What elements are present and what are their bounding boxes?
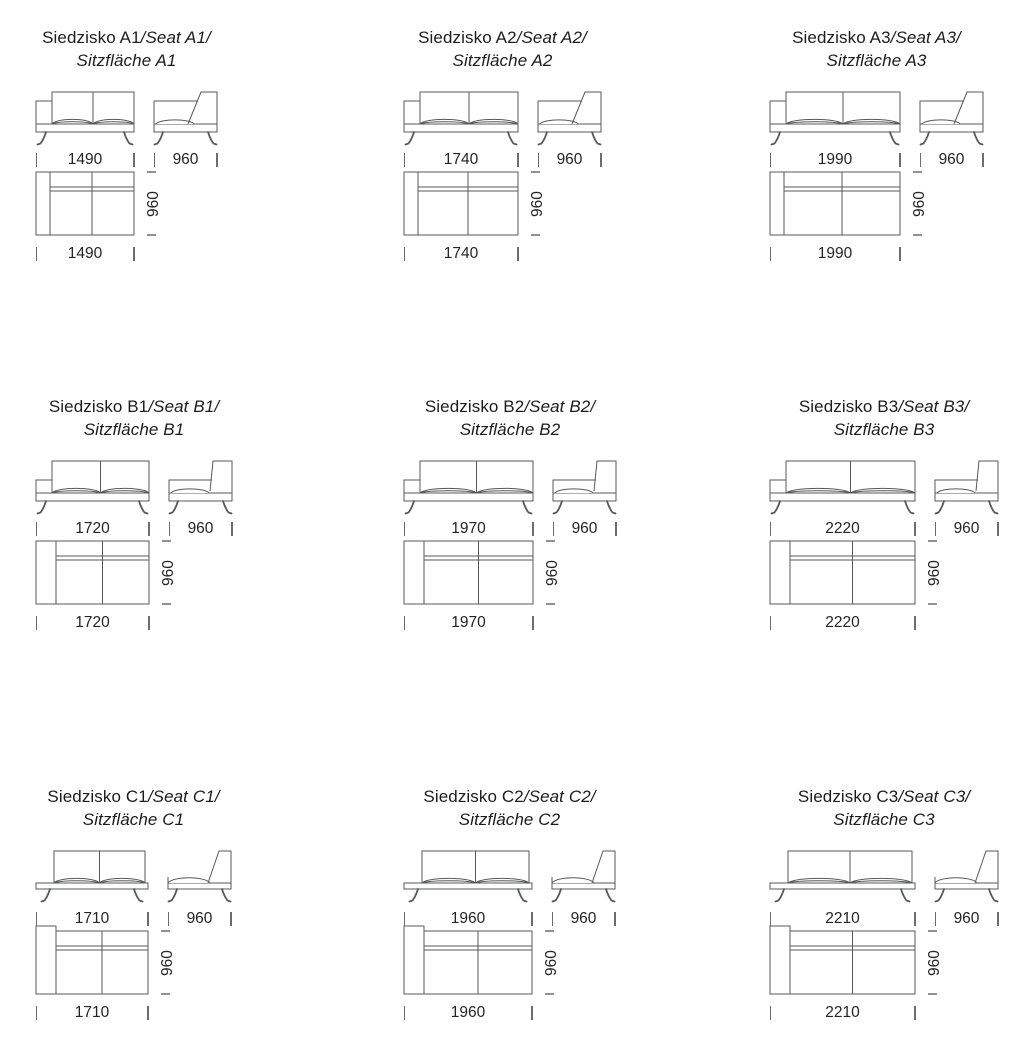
title-english: /Seat B3/ xyxy=(898,397,970,416)
module-title-line1 xyxy=(770,395,998,418)
plan-depth-dimension xyxy=(158,541,180,604)
front-width-dimension-value: 1970 xyxy=(451,520,486,537)
dim-tick-right xyxy=(216,153,217,167)
module-title-line1 xyxy=(404,26,601,49)
title-english: /Seat A1/ xyxy=(140,28,211,47)
title-polish: Siedzisko C1 xyxy=(47,787,148,806)
dim-tick-right xyxy=(148,522,149,536)
side-depth-dimension-value: 960 xyxy=(186,910,213,927)
plan-width-dimension xyxy=(770,244,900,264)
dim-tick-right xyxy=(914,1006,915,1020)
front-view-drawing xyxy=(770,461,915,517)
plan-depth-value: 960 xyxy=(926,949,943,976)
top-view-drawing xyxy=(36,166,134,238)
side-depth-dimension xyxy=(553,519,616,539)
plan-depth-dimension xyxy=(541,931,563,994)
side-depth-dimension xyxy=(935,519,998,539)
title-polish: Siedzisko A3 xyxy=(792,28,891,47)
plan-width-dimension-value: 1970 xyxy=(451,614,486,631)
dim-tick-right xyxy=(614,912,615,926)
title-english: /Seat C3/ xyxy=(898,787,971,806)
plan-width-dimension-value: 1710 xyxy=(74,1004,110,1021)
module-A1 xyxy=(36,20,217,270)
dim-tick-right xyxy=(147,1006,148,1020)
dim-dash-top xyxy=(545,930,554,931)
side-view-drawing xyxy=(168,851,231,907)
module-title xyxy=(770,395,998,441)
plan-depth-dimension xyxy=(527,172,549,235)
module-B1 xyxy=(36,389,232,639)
plan-width-dimension-value: 1490 xyxy=(67,245,103,262)
top-view-drawing xyxy=(770,535,915,607)
dim-tick-right xyxy=(148,616,149,630)
side-depth-dimension-value: 960 xyxy=(953,520,980,537)
title-english: /Seat C1/ xyxy=(147,787,220,806)
title-german: Sitzfläche B2 xyxy=(459,420,561,439)
side-depth-dimension xyxy=(552,909,615,929)
top-view-drawing xyxy=(770,166,900,238)
front-width-dimension-value: 1490 xyxy=(67,151,103,168)
dim-tick-right xyxy=(997,912,998,926)
dim-tick-right xyxy=(899,247,900,261)
module-title-line1 xyxy=(36,395,232,418)
plan-width-dimension-value: 2210 xyxy=(825,1004,860,1021)
plan-width-dimension xyxy=(770,613,915,633)
title-polish: Siedzisko B3 xyxy=(798,397,899,416)
dim-tick-right xyxy=(517,247,518,261)
plan-depth-dimension xyxy=(924,541,946,604)
module-title xyxy=(36,395,232,441)
title-german: Sitzfläche C1 xyxy=(82,810,185,829)
dim-tick-right xyxy=(531,1006,532,1020)
plan-depth-value: 960 xyxy=(159,949,176,976)
top-view-drawing xyxy=(36,535,149,607)
dim-dash-bottom xyxy=(546,603,555,604)
front-width-dimension-value: 2210 xyxy=(825,910,860,927)
side-depth-dimension xyxy=(168,909,231,929)
front-view-drawing xyxy=(770,92,900,148)
dim-dash-bottom xyxy=(161,993,170,994)
plan-depth-value: 960 xyxy=(529,190,546,217)
title-polish: Siedzisko A2 xyxy=(418,28,517,47)
module-title xyxy=(404,395,616,441)
dim-tick-right xyxy=(914,522,915,536)
title-german: Sitzfläche B3 xyxy=(833,420,935,439)
dim-tick-right xyxy=(517,153,518,167)
plan-depth-value: 960 xyxy=(145,190,162,217)
plan-depth-value: 960 xyxy=(160,559,177,586)
title-polish: Siedzisko B1 xyxy=(48,397,149,416)
title-english: /Seat A2/ xyxy=(516,28,587,47)
plan-width-dimension xyxy=(36,1003,148,1023)
top-view-drawing xyxy=(404,535,533,607)
dim-tick-right xyxy=(147,912,148,926)
dim-dash-top xyxy=(928,540,937,541)
side-view-drawing xyxy=(553,461,616,517)
dim-dash-bottom xyxy=(928,993,937,994)
module-title-line1 xyxy=(770,26,983,49)
dim-dash-bottom xyxy=(147,234,156,235)
plan-width-dimension xyxy=(404,1003,532,1023)
plan-depth-value: 960 xyxy=(543,949,560,976)
side-view-drawing xyxy=(154,92,217,148)
dim-dash-bottom xyxy=(913,234,922,235)
side-depth-dimension-value: 960 xyxy=(187,520,214,537)
module-title xyxy=(36,26,217,72)
plan-depth-dimension xyxy=(157,931,179,994)
front-view-drawing xyxy=(404,92,518,148)
plan-depth-dimension xyxy=(143,172,165,235)
front-view-drawing xyxy=(36,92,134,148)
plan-depth-dimension xyxy=(924,931,946,994)
side-view-drawing xyxy=(920,92,983,148)
module-B3 xyxy=(770,389,998,639)
plan-width-dimension xyxy=(770,1003,915,1023)
side-depth-dimension xyxy=(920,150,983,170)
title-english: /Seat B2/ xyxy=(524,397,596,416)
plan-depth-dimension xyxy=(909,172,931,235)
module-title xyxy=(770,785,998,831)
title-polish: Siedzisko C2 xyxy=(423,787,524,806)
module-A3 xyxy=(770,20,983,270)
dim-dash-top xyxy=(546,540,555,541)
module-title xyxy=(404,26,601,72)
dim-dash-top xyxy=(531,171,540,172)
plan-depth-dimension xyxy=(542,541,564,604)
side-depth-dimension-value: 960 xyxy=(953,910,980,927)
plan-depth-value: 960 xyxy=(926,559,943,586)
side-view-drawing xyxy=(935,461,998,517)
dim-tick-right xyxy=(532,616,533,630)
title-polish: Siedzisko B2 xyxy=(424,397,525,416)
title-german: Sitzfläche A2 xyxy=(452,51,553,70)
plan-width-dimension xyxy=(404,244,518,264)
top-view-drawing xyxy=(404,166,518,238)
title-english: /Seat C2/ xyxy=(523,787,596,806)
dim-tick-right xyxy=(982,153,983,167)
side-view-drawing xyxy=(552,851,615,907)
module-C3 xyxy=(770,779,998,1029)
top-view-drawing xyxy=(770,925,915,997)
front-view-drawing xyxy=(404,461,533,517)
plan-depth-value: 960 xyxy=(544,559,561,586)
dim-tick-right xyxy=(133,153,134,167)
dim-dash-top xyxy=(928,930,937,931)
module-title-line1 xyxy=(36,785,231,808)
plan-width-dimension-value: 1740 xyxy=(443,245,479,262)
front-view-drawing xyxy=(36,461,149,517)
plan-width-dimension-value: 1990 xyxy=(817,245,853,262)
dim-tick-right xyxy=(899,153,900,167)
dim-dash-top xyxy=(147,171,156,172)
title-german: Sitzfläche C3 xyxy=(833,810,935,829)
side-view-drawing xyxy=(935,851,998,907)
side-depth-dimension-value: 960 xyxy=(172,151,199,168)
dim-tick-right xyxy=(997,522,998,536)
module-C1 xyxy=(36,779,231,1029)
dim-tick-right xyxy=(615,522,616,536)
plan-depth-value: 960 xyxy=(911,190,928,217)
side-depth-dimension xyxy=(538,150,601,170)
plan-width-dimension xyxy=(36,244,134,264)
top-view-drawing xyxy=(36,925,148,997)
module-title-line1 xyxy=(404,395,616,418)
title-german: Sitzfläche A3 xyxy=(826,51,927,70)
plan-width-dimension-value: 1960 xyxy=(450,1004,486,1021)
plan-width-dimension-value: 1720 xyxy=(75,614,110,631)
side-view-drawing xyxy=(538,92,601,148)
dim-dash-bottom xyxy=(531,234,540,235)
title-german: Sitzfläche B1 xyxy=(83,420,185,439)
module-B2 xyxy=(404,389,616,639)
module-title xyxy=(36,785,231,831)
top-view-drawing xyxy=(404,925,532,997)
dim-tick-right xyxy=(531,912,532,926)
dim-dash-bottom xyxy=(162,603,171,604)
front-view-drawing xyxy=(36,851,148,907)
dim-dash-top xyxy=(161,930,170,931)
front-width-dimension-value: 1960 xyxy=(450,910,486,927)
front-width-dimension-value: 1740 xyxy=(443,151,479,168)
side-depth-dimension-value: 960 xyxy=(570,910,597,927)
dim-tick-right xyxy=(914,616,915,630)
title-polish: Siedzisko C3 xyxy=(797,787,899,806)
dim-tick-right xyxy=(914,912,915,926)
module-title xyxy=(770,26,983,72)
module-title-line1 xyxy=(770,785,998,808)
front-view-drawing xyxy=(404,851,532,907)
title-german: Sitzfläche A1 xyxy=(76,51,177,70)
dim-tick-right xyxy=(133,247,134,261)
side-depth-dimension-value: 960 xyxy=(556,151,583,168)
dim-dash-bottom xyxy=(545,993,554,994)
front-width-dimension-value: 1720 xyxy=(75,520,110,537)
plan-width-dimension-value: 2220 xyxy=(825,614,860,631)
dim-tick-right xyxy=(230,912,231,926)
dim-dash-top xyxy=(913,171,922,172)
title-german: Sitzfläche C2 xyxy=(458,810,561,829)
dim-tick-right xyxy=(532,522,533,536)
side-depth-dimension-value: 960 xyxy=(571,520,598,537)
module-A2 xyxy=(404,20,601,270)
side-depth-dimension-value: 960 xyxy=(938,151,965,168)
side-depth-dimension xyxy=(935,909,998,929)
front-width-dimension-value: 2220 xyxy=(825,520,860,537)
dim-dash-bottom xyxy=(928,603,937,604)
side-depth-dimension xyxy=(169,519,232,539)
dim-tick-right xyxy=(600,153,601,167)
front-view-drawing xyxy=(770,851,915,907)
title-polish: Siedzisko A1 xyxy=(42,28,141,47)
plan-width-dimension xyxy=(36,613,149,633)
module-title-line1 xyxy=(404,785,615,808)
module-title-line1 xyxy=(36,26,217,49)
dim-dash-top xyxy=(162,540,171,541)
front-width-dimension-value: 1990 xyxy=(817,151,853,168)
front-width-dimension-value: 1710 xyxy=(74,910,110,927)
title-english: /Seat B1/ xyxy=(148,397,220,416)
module-C2 xyxy=(404,779,615,1029)
module-title xyxy=(404,785,615,831)
plan-width-dimension xyxy=(404,613,533,633)
side-depth-dimension xyxy=(154,150,217,170)
dim-tick-right xyxy=(231,522,232,536)
side-view-drawing xyxy=(169,461,232,517)
title-english: /Seat A3/ xyxy=(890,28,961,47)
